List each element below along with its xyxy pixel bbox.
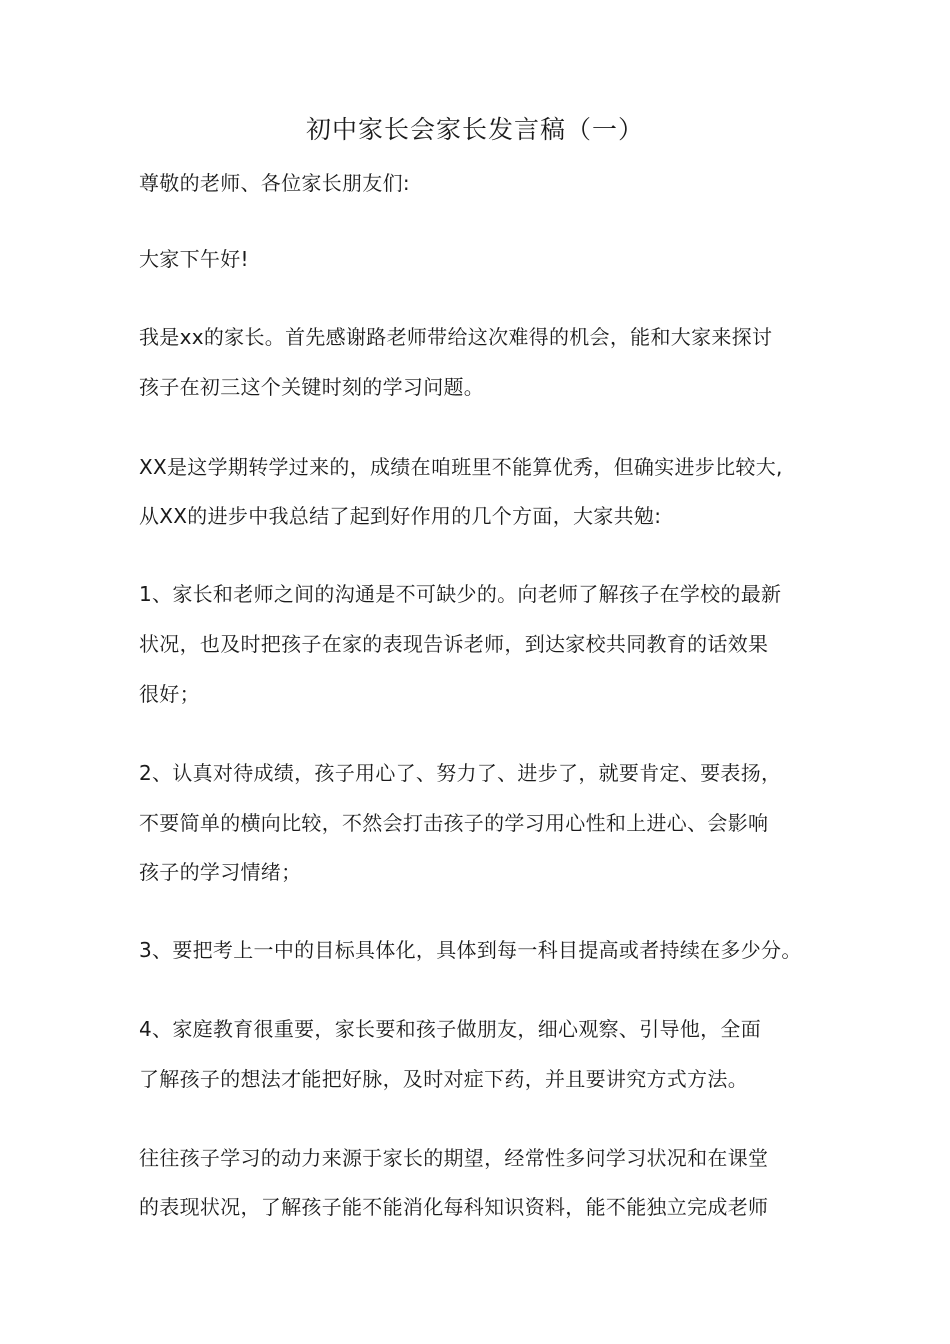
- paragraph-line: 的表现状况，了解孩子能不能消化每科知识资料，能不能独立完成老师: [139, 1195, 769, 1219]
- list-item-line: 很好；: [139, 682, 200, 706]
- paragraph-line: 孩子在初三这个关键时刻的学习问题。: [139, 375, 485, 399]
- list-item-line: 状况，也及时把孩子在家的表现告诉老师，到达家校共同教育的话效果: [139, 632, 769, 656]
- salutation: 尊敬的老师、各位家长朋友们:: [139, 171, 410, 195]
- paragraph-line: 从XX的进步中我总结了起到好作用的几个方面，大家共勉:: [139, 504, 662, 528]
- list-item-line: 1、家长和老师之间的沟通是不可缺少的。向老师了解孩子在学校的最新: [139, 582, 782, 606]
- paragraph-line: 往往孩子学习的动力来源于家长的期望，经常性多问学习状况和在课堂: [139, 1146, 769, 1170]
- list-item-line: 4、家庭教育很重要，家长要和孩子做朋友，细心观察、引导他，全面: [139, 1017, 762, 1041]
- list-item-line: 不要简单的横向比较，不然会打击孩子的学习用心性和上进心、会影响: [139, 811, 769, 835]
- list-item-line: 3、要把考上一中的目标具体化，具体到每一科目提高或者持续在多少分。: [139, 938, 802, 962]
- list-item-line: 了解孩子的想法才能把好脉，及时对症下药，并且要讲究方式方法。: [139, 1067, 748, 1091]
- document-title: 初中家长会家长发言稿（一）: [305, 115, 644, 144]
- paragraph-line: 我是xx的家长。首先感谢路老师带给这次难得的机会，能和大家来探讨: [139, 325, 773, 349]
- greeting: 大家下午好!: [139, 247, 249, 271]
- paragraph-line: XX是这学期转学过来的，成绩在咱班里不能算优秀，但确实进步比较大,: [139, 455, 783, 479]
- list-item-line: 2、认真对待成绩，孩子用心了、努力了、进步了，就要肯定、要表扬，: [139, 761, 782, 785]
- list-item-line: 孩子的学习情绪；: [139, 860, 302, 884]
